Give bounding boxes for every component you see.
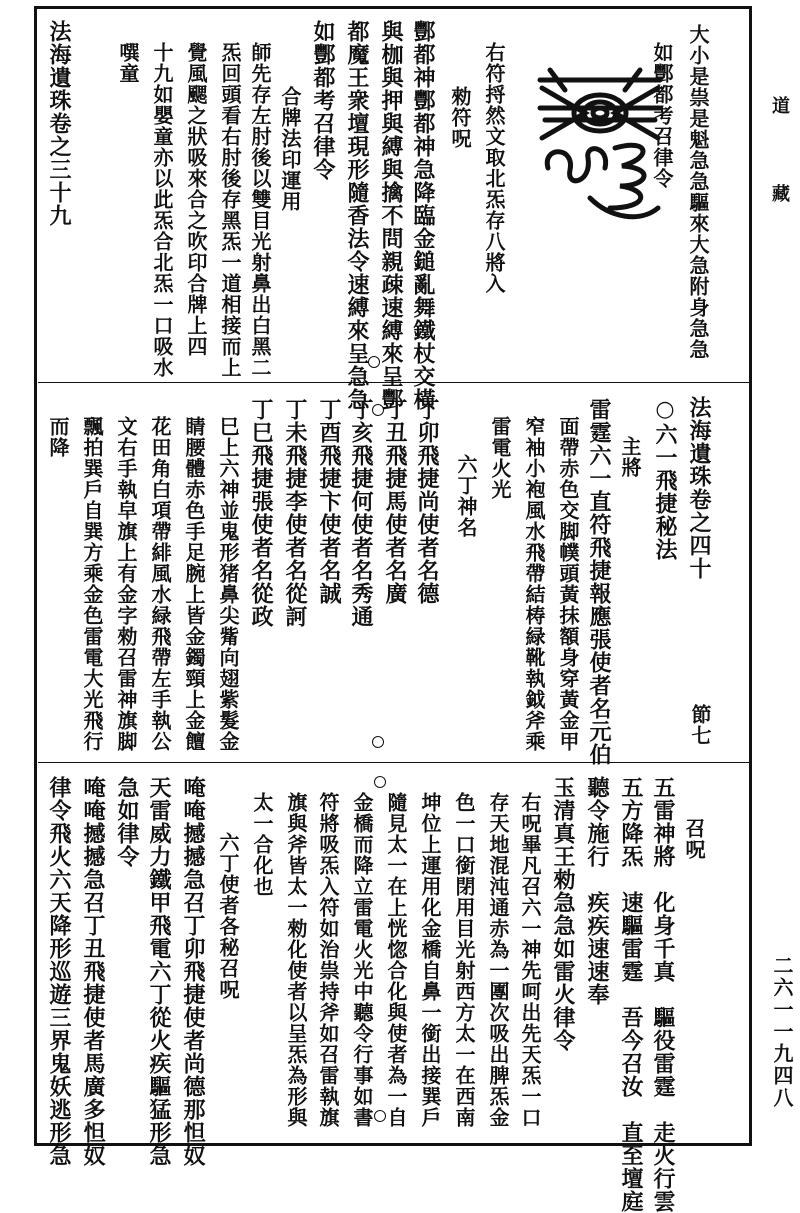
mid-col-1-volume-title: 法海遺珠卷之四十 bbox=[686, 396, 712, 580]
circle-mark bbox=[374, 1110, 386, 1122]
circle-mark bbox=[374, 776, 386, 788]
circle-mark bbox=[372, 404, 384, 416]
bot-col-7: 存天地混沌通赤為一團次吸出脾炁金 bbox=[486, 792, 510, 1128]
bot-col-17: 天雷威力鐵甲飛電六丁從火疾驅猛形急 bbox=[146, 776, 172, 1167]
page-number: 二六一一九四八 bbox=[770, 955, 794, 1109]
side-label-dao: 道 bbox=[769, 96, 790, 122]
top-col-10: 師先存左肘後以雙目光射鼻出白黑二 bbox=[248, 42, 272, 378]
mid-col-6: 窄袖小袍風水飛帶結梼緑靴執鉞斧乘 bbox=[522, 416, 546, 752]
bot-col-18: 急如律令 bbox=[114, 776, 140, 868]
bot-col-6: 右呪畢凡召六一神先呵出先天炁一口 bbox=[518, 792, 542, 1128]
mid-col-7: 雷電火光 bbox=[488, 416, 512, 500]
top-col-12: 覺風颸之狀吸來合之吹印合牌上四 bbox=[184, 42, 208, 357]
bot-col-19: 唵唵撼撼急召丁丑飛捷使者馬廣多怛奴 bbox=[80, 776, 106, 1167]
side-label-zang: 藏 bbox=[769, 184, 790, 210]
mid-col-15: 巳上六神並鬼形猪鼻尖觜向翅紫髮金 bbox=[216, 416, 240, 752]
bot-col-13: 旗與斧皆太一勑化使者以呈炁為形與 bbox=[284, 792, 308, 1128]
mid-col-17: 花田角白項帶緋風水緑飛帶左手執公 bbox=[148, 416, 172, 752]
talisman-seal-icon bbox=[530, 58, 670, 228]
bot-col-3: 五方降炁 速驅雷霆 吾今召汝 直至壇庭 bbox=[618, 776, 644, 1213]
bot-col-11: 金橋而降立雷電火光中聽令行事如書 bbox=[350, 792, 374, 1128]
circle-mark bbox=[372, 736, 384, 748]
mid-col-12: 丁酉飛捷卞使者名誠 bbox=[316, 398, 342, 605]
top-col-13: 十九如嬰童亦以此炁合北炁一口吸水 bbox=[150, 42, 174, 378]
mid-col-5: 面帶赤色交脚幞頭黃抹額身穿黃金甲 bbox=[556, 416, 580, 752]
mid-col-14: 丁巳飛捷張使者名從政 bbox=[248, 398, 274, 628]
top-col-1: 大小是祟是魁急急驅來大急附身急急 bbox=[686, 24, 710, 360]
top-col-5: 酆都神酆都神急降臨金鎚亂舞鐵杖交橫 bbox=[410, 20, 436, 411]
bot-col-9: 坤位上運用化金橋自鼻一銜出接巽戶 bbox=[418, 792, 442, 1128]
top-col-4: 勑符呪 bbox=[448, 86, 472, 149]
mid-col-13: 丁未飛捷李使者名從訶 bbox=[282, 398, 308, 628]
section-divider-2 bbox=[38, 762, 750, 763]
bot-col-12: 符將吸炁入符如治祟持斧如召雷執旗 bbox=[316, 792, 340, 1128]
mid-col-9: 丁卯飛捷尚使者名德 bbox=[414, 398, 440, 605]
mid-section-number: 節七 bbox=[688, 704, 712, 746]
circle-mark bbox=[368, 356, 380, 368]
mid-col-2-section-title: ○六一飛捷秘法 bbox=[652, 396, 678, 561]
mid-col-11: 丁亥飛捷何使者名秀通 bbox=[348, 398, 374, 628]
mid-col-19: 飄拍巽戶自巽方乘金色雷電大光飛行 bbox=[80, 416, 104, 752]
bot-col-10: 隨見太一在上恍惚合化與使者為一自 bbox=[384, 792, 408, 1128]
mid-col-8: 六丁神名 bbox=[454, 454, 478, 538]
mid-col-20: 而降 bbox=[46, 416, 70, 458]
top-col-8: 如酆都考召律令 bbox=[310, 20, 336, 181]
top-col-11: 炁回頭看右肘後存黑炁一道相接而上 bbox=[218, 42, 242, 378]
top-col-9: 合牌法印運用 bbox=[278, 86, 302, 212]
mid-col-18: 文右手執皁旗上有金字勑召雷神旗脚 bbox=[114, 416, 138, 752]
bot-col-2: 五雷神將 化身千真 驅役雷霆 走火行雲 bbox=[650, 776, 676, 1213]
mid-col-16: 睛腰體赤色手足腕上皆金鐲頸上金饘 bbox=[182, 416, 206, 752]
mid-col-3: 主將 bbox=[618, 436, 642, 478]
bot-col-1: 召呪 bbox=[682, 818, 706, 860]
bot-col-14: 太一合化也 bbox=[250, 792, 274, 897]
top-col-14: 噀童 bbox=[116, 42, 140, 84]
top-col-6: 與枷與押與縛與擒不問親疎速縛來呈酆 bbox=[378, 20, 404, 411]
top-col-3: 右符捋然文取北炁存八將入 bbox=[482, 42, 506, 294]
bot-col-4: 聽令施行 疾疾速速奉 bbox=[584, 776, 610, 1006]
top-col-15-volume-end: 法海遺珠卷之三十九 bbox=[46, 20, 72, 227]
bot-col-20: 律令飛火六天降形巡遊三界鬼妖逃形急 bbox=[46, 776, 72, 1167]
mid-col-10: 丁丑飛捷馬使者名廣 bbox=[382, 398, 408, 605]
bot-col-16: 唵唵撼撼急召丁卯飛捷使者尚德那怛奴 bbox=[180, 776, 206, 1167]
top-col-7: 都魔王衆壇現形隨香法令速縛來呈急急 bbox=[344, 20, 370, 411]
bot-col-8: 色一口銜閉用目光射西方太一在西南 bbox=[452, 792, 476, 1128]
bot-col-15: 六丁使者各秘召呪 bbox=[216, 832, 240, 1000]
bot-col-5: 玉清真王勑急急如雷火律令 bbox=[550, 776, 576, 1052]
top-col-2: 如酆都考召律令 bbox=[650, 42, 674, 189]
mid-col-4: 雷霆六一直符飛捷報應張使者名元伯 bbox=[586, 398, 612, 766]
